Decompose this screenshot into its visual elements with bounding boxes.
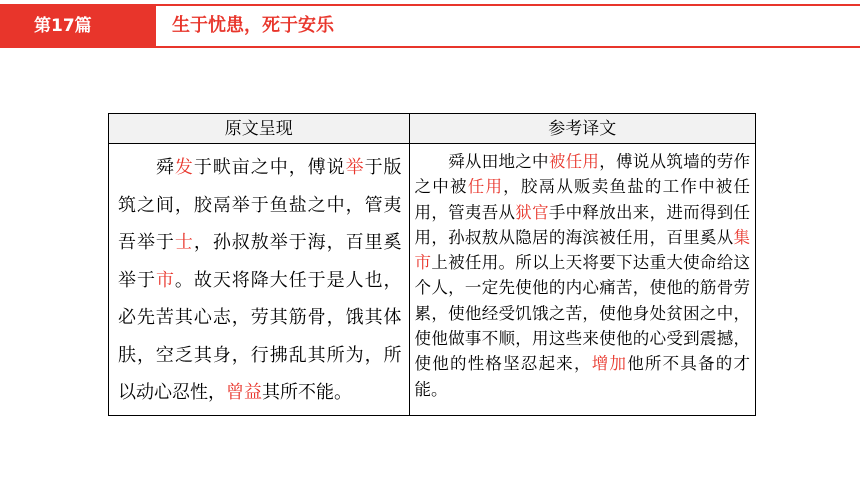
chapter-tag: 第17篇 [0,4,156,48]
original-segment: ，孙叔敖举于海，百里奚举于 [118,232,402,291]
translation-segment: 舜从田地之中 [414,152,549,171]
original-text [110,145,408,414]
translation-segment: 上被任用。所以上天将要下达重大使命给这个人，一定先使他的内心痛苦，使他的筋骨劳累，使他经受饥饿之苦，使他身处贫困之中，使他做事不顺，用这些来使他的心受到震撼，使他的性格坚忍起来， [414,253,751,374]
original-highlight: 曾益 [226,382,262,403]
header-original: 原文呈现 [109,114,410,144]
translation-highlight: 被任用 [548,152,600,171]
comparison-table [108,113,756,416]
translation-text-cell [409,144,755,416]
translation-highlight: 集市 [414,227,750,273]
translation-highlight: 任用 [467,177,504,197]
header-translation: 参考译文 [409,114,755,144]
translation-segment: 手中释放出来，进而得到任用，孙叔敖从隐居的海滨被任用，百里奚从 [414,202,751,247]
translation-highlight: 增加 [591,354,628,374]
translation-highlight: 狱官 [515,202,549,222]
original-highlight: 举 [345,157,365,178]
original-highlight: 发 [174,157,194,178]
original-segment: 。故天将降大任于是人也，必先苦其心志，劳其筋骨，饿其体肤，空乏其身，行拂乱其所为，所以动心忍性， [118,269,402,403]
table-row [109,144,756,416]
page-title: 生于忧患，死于安乐 [172,15,334,36]
translation-segment: ，傅说从筑墙的劳作之中被 [414,152,751,197]
header-bar [0,0,860,52]
translation-text [411,145,754,406]
translation-segment: 他所不具备的才能。 [414,354,751,399]
original-highlight: 市 [155,269,175,291]
original-segment: 舜 [118,157,175,178]
original-segment: 于版筑之间，胶鬲举于鱼盐之中，管夷吾举于 [118,157,402,253]
original-text-cell [109,144,410,416]
original-highlight: 士 [174,232,194,253]
original-segment: 于畎亩之中，傅说 [193,157,346,178]
translation-segment: ，胶鬲从贩卖鱼盐的工作中被任用，管夷吾从 [414,177,751,222]
original-segment: 其所不能。 [262,382,352,403]
table-header-row [109,114,756,144]
